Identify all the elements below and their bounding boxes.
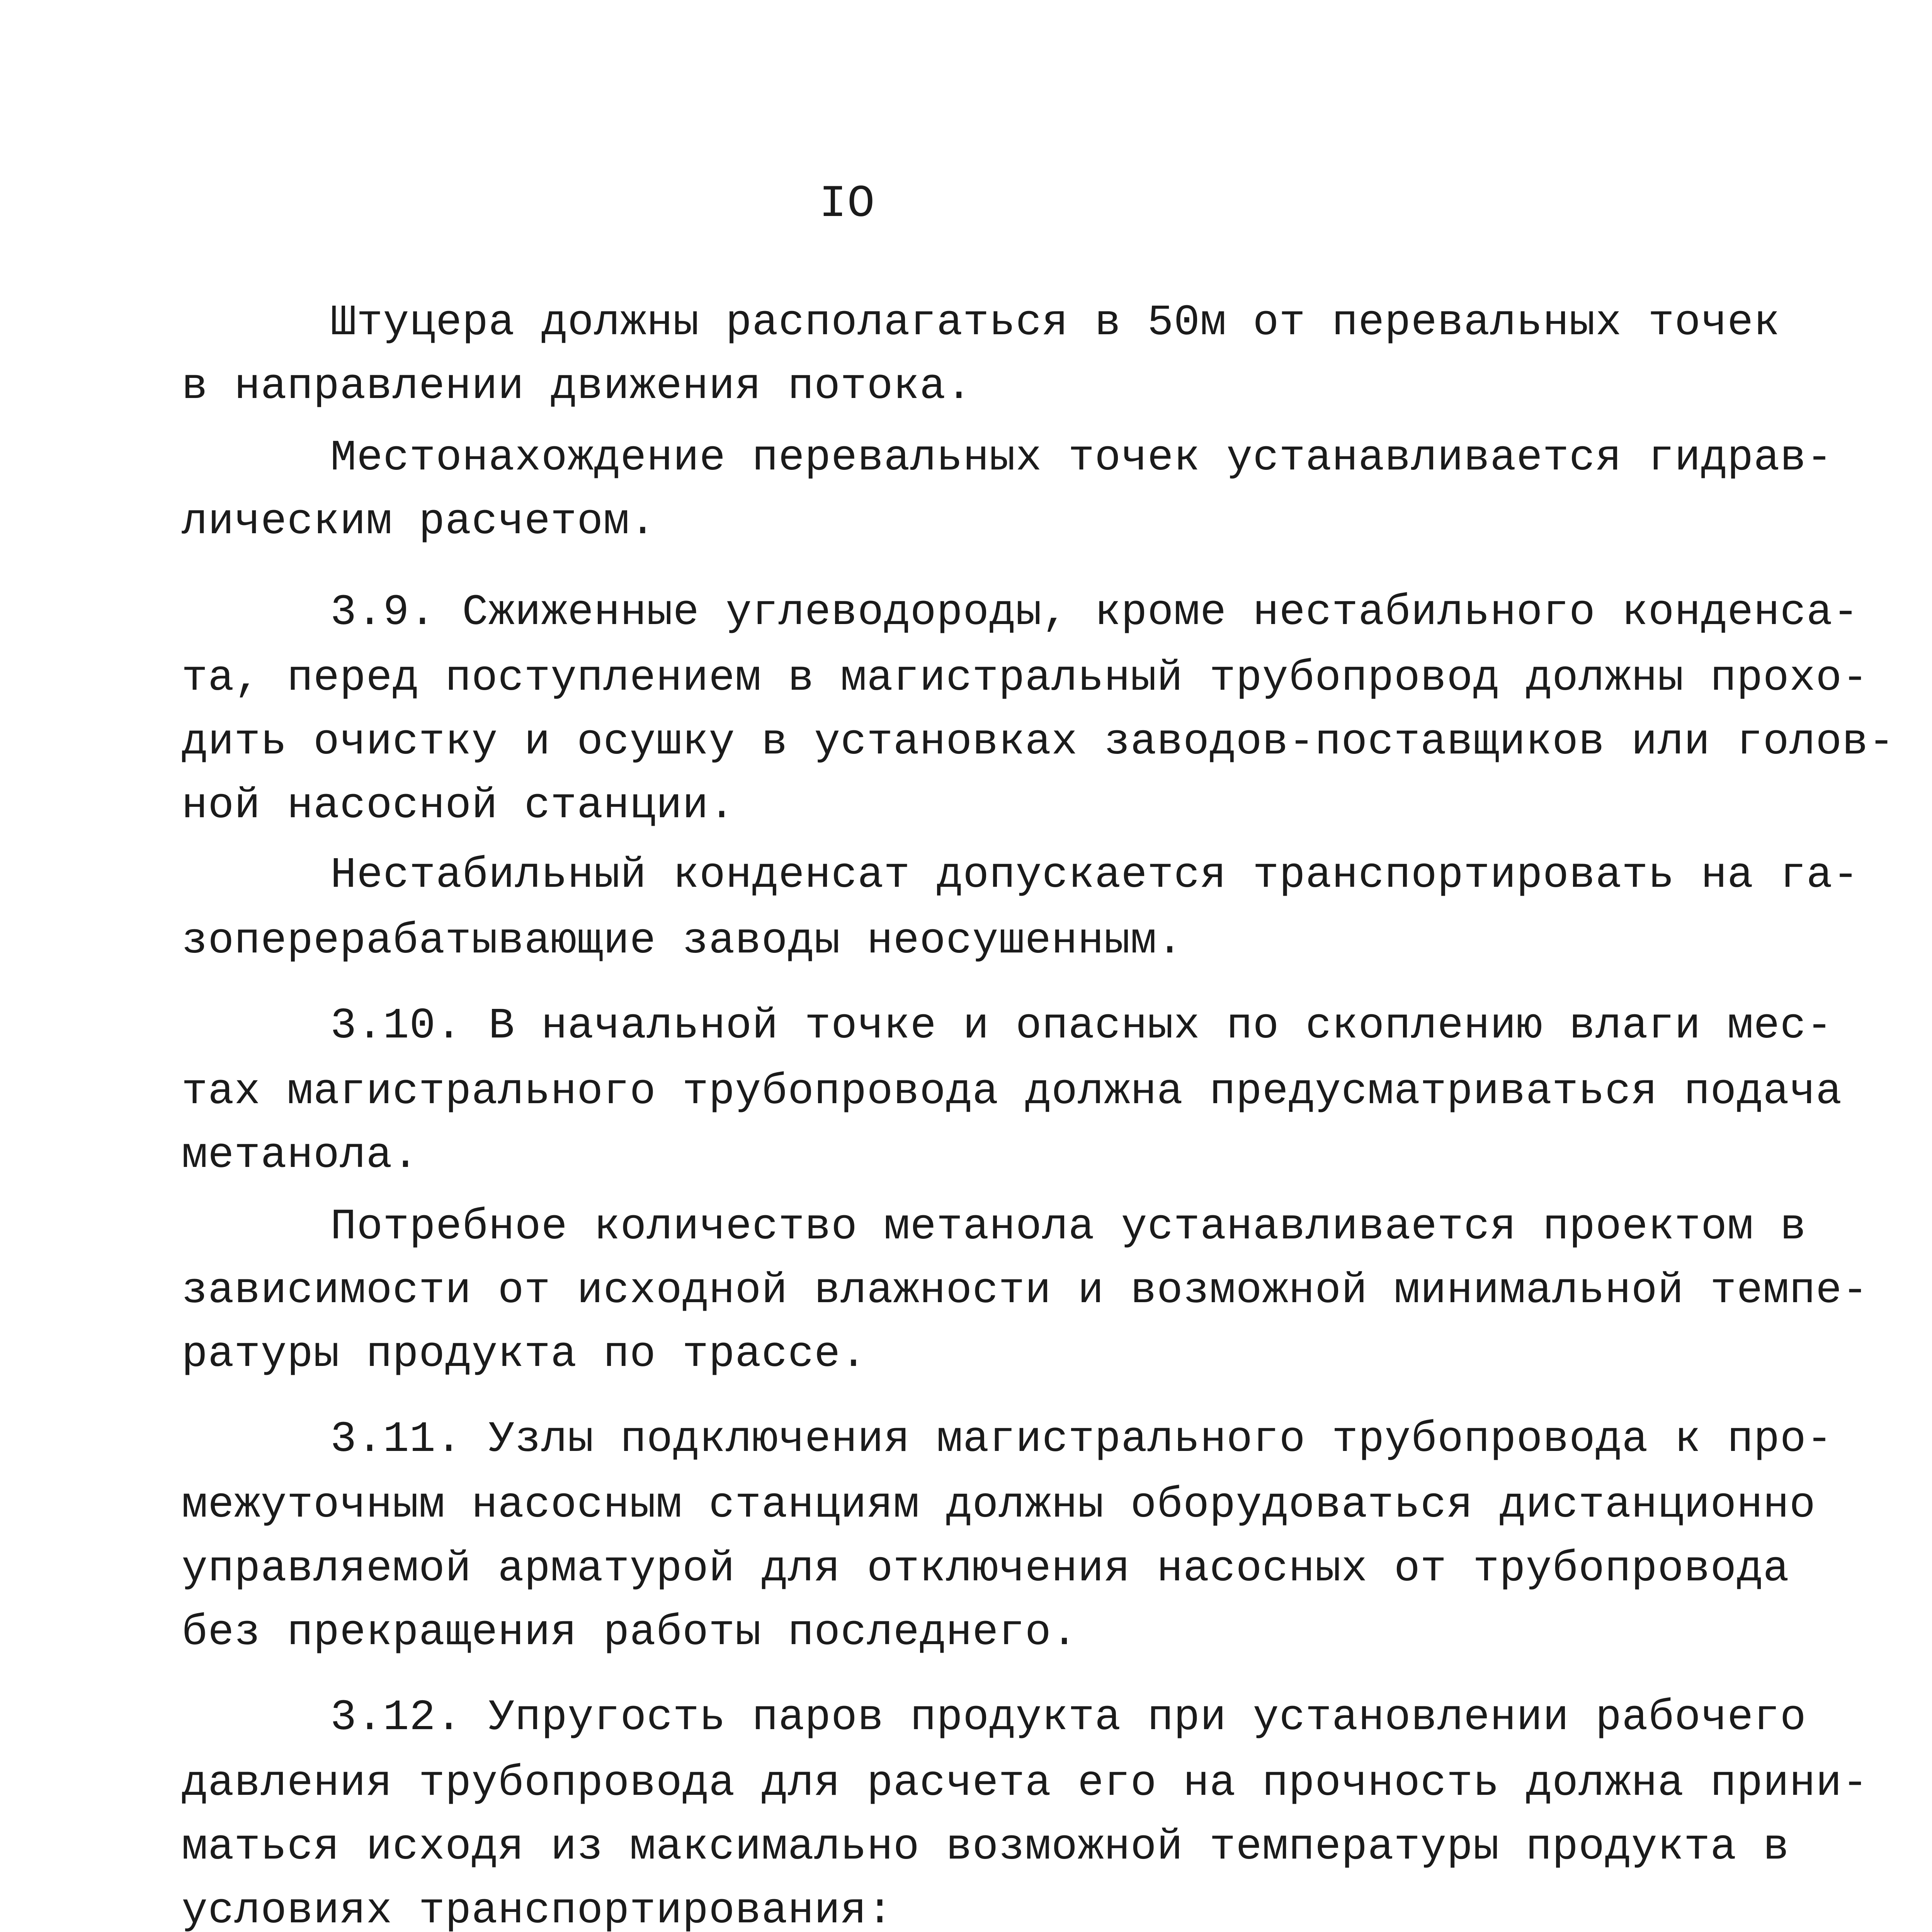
text-line: Штуцера должны располагаться в 50м от перевальных точек <box>330 298 1780 347</box>
text-line: дить очистку и осушку в установках заводов-поставщиков или голов- <box>182 718 1895 767</box>
text-line: 3.12. Упругость паров продукта при установлении рабочего <box>330 1693 1806 1742</box>
text-line: в направлении движения потока. <box>182 362 973 411</box>
text-line: зависимости от исходной влажности и возможной минимальной темпе- <box>182 1266 1869 1315</box>
text-line: зоперерабатывающие заводы неосушенным. <box>182 917 1184 966</box>
text-line: Потребное количество метанола устанавливается проектом в <box>330 1202 1806 1252</box>
text-line: давления трубопровода для расчета его на прочность должна прини- <box>182 1759 1869 1808</box>
text-line: без прекращения работы последнего. <box>182 1608 1078 1657</box>
text-line: лическим расчетом. <box>182 497 656 546</box>
text-line: тах магистрального трубопровода должна предусматриваться подача <box>182 1067 1842 1116</box>
text-line: управляемой арматурой для отключения насосных от трубопровода <box>182 1544 1789 1594</box>
text-line: межуточным насосным станциям должны оборудоваться дистанционно <box>182 1481 1816 1530</box>
text-line: та, перед поступлением в магистральный трубопровод должны прохо- <box>182 654 1869 703</box>
text-line: метанола. <box>182 1131 419 1180</box>
text-line: 3.11. Узлы подключения магистрального трубопровода к про- <box>330 1415 1833 1464</box>
text-line: Местонахождение перевальных точек устанавливается гидрав- <box>330 434 1833 483</box>
text-line: Нестабильный конденсат допускается транспортировать на га- <box>330 851 1859 900</box>
page-number: IO <box>819 179 876 230</box>
text-line: маться исходя из максимально возможной температуры продукта в <box>182 1823 1789 1872</box>
text-line: ной насосной станции. <box>182 781 735 830</box>
text-line: 3.10. В начальной точке и опасных по скоплению влаги мес- <box>330 1002 1833 1051</box>
text-line: ратуры продукта по трассе. <box>182 1330 867 1379</box>
text-line: условиях транспортирования: <box>182 1886 893 1932</box>
text-line: 3.9. Сжиженные углеводороды, кроме нестабильного конденса- <box>330 588 1859 637</box>
